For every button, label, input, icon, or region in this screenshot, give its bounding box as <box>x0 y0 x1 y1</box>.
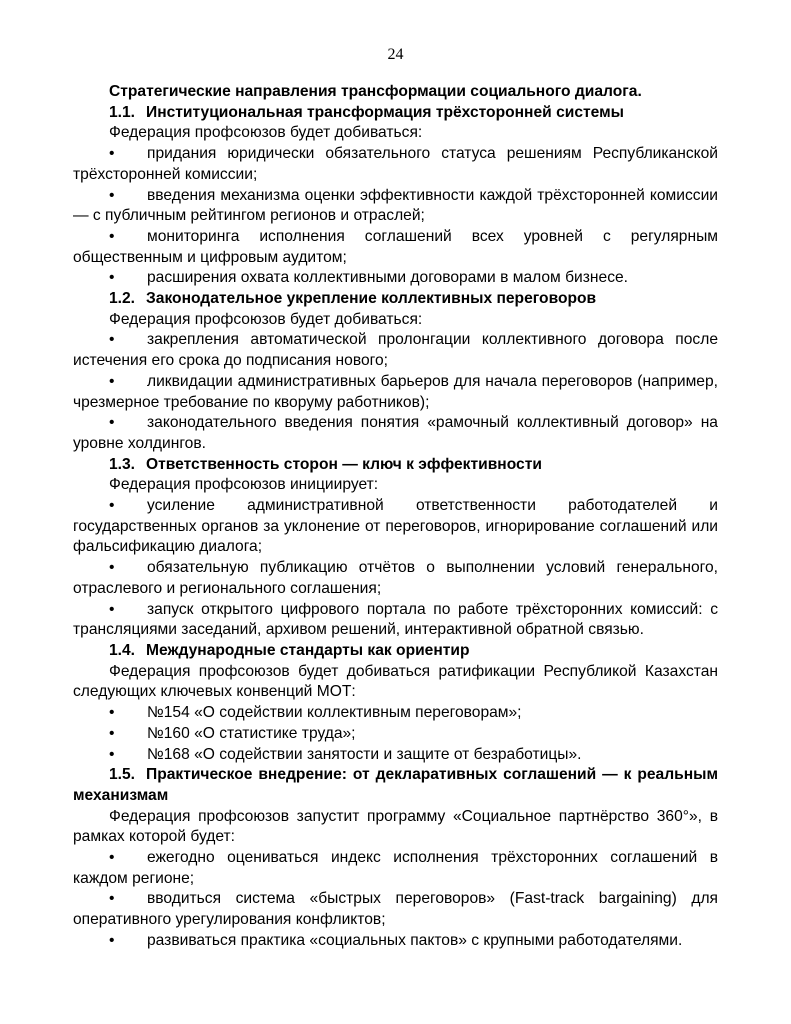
list-item <box>73 745 718 766</box>
bullet-icon: • <box>109 931 115 949</box>
bullet-icon: • <box>109 890 115 908</box>
bullet-icon: • <box>109 704 115 722</box>
list-item-text: №154 «О содействии коллективным переговорам»; <box>147 704 522 722</box>
bullet-icon: • <box>109 724 115 742</box>
section-number: 1.3. <box>109 455 136 473</box>
list-item-text: запуск открытого цифрового портала по работе трёхсторонних комиссий: с трансляциями заседаний, архивом решений, интерактивной обратной связью. <box>73 600 718 639</box>
list-item <box>73 889 718 930</box>
bullet-icon: • <box>109 269 115 287</box>
section-intro: Федерация профсоюзов будет добиваться: <box>109 310 423 328</box>
list-item <box>73 848 718 889</box>
bullet-icon: • <box>109 559 115 577</box>
section-heading-text: Законодательное укрепление коллективных переговоров <box>146 290 597 308</box>
page-number: 24 <box>387 46 404 63</box>
list-item <box>73 931 718 952</box>
list-item-text: ежегодно оцениваться индекс исполнения трёхсторонних соглашений в каждом регионе; <box>73 849 718 887</box>
list-item-text: №160 «О статистике труда»; <box>147 724 356 742</box>
section-number: 1.4. <box>109 641 136 659</box>
section-number: 1.2. <box>109 290 136 308</box>
list-item-text: придания юридически обязательного статуса решениям Республиканской трёхсторонней комиссии; <box>73 145 718 183</box>
section-intro: Федерация профсоюзов запустит программу «Социальное партнёрство 360°», в рамках которой будет: <box>73 807 718 846</box>
list-item <box>73 703 718 724</box>
bullet-icon: • <box>109 331 115 349</box>
bullet-icon: • <box>109 849 115 867</box>
section-intro: Федерация профсоюзов будет добиваться ратификации Республикой Казахстан следующих ключевых конвенций МОТ: <box>73 662 718 701</box>
section-heading-text: Практическое внедрение: от декларативных соглашений — к реальным механизмам <box>73 766 718 804</box>
bullet-icon: • <box>109 145 115 163</box>
section-heading-1-1 <box>73 103 718 124</box>
list-item-text: мониторинга исполнения соглашений всех уровней с регулярным общественным и цифровым аудитом; <box>73 227 718 266</box>
list-item-text: обязательную публикацию отчётов о выполнении условий генерального, отраслевого и регионального соглашения; <box>73 559 718 597</box>
section-heading-text: Институциональная трансформация трёхсторонней системы <box>146 103 624 121</box>
bullet-icon: • <box>109 186 115 204</box>
list-item-text: введения механизма оценки эффективности каждой трёхсторонней комиссии — с публичным рейтингом регионов и отраслей; <box>73 186 718 225</box>
section-heading-text: Международные стандарты как ориентир <box>146 641 470 659</box>
section-number: 1.5. <box>109 766 136 784</box>
bullet-icon: • <box>109 745 115 763</box>
list-item <box>73 496 718 558</box>
list-item <box>73 268 718 289</box>
list-item-text: законодательного введения понятия «рамочный коллективный договор» на уровне холдингов. <box>73 414 718 452</box>
list-item <box>73 227 718 268</box>
section-intro: Федерация профсоюзов инициирует: <box>109 476 379 494</box>
list-item <box>73 724 718 745</box>
list-item <box>73 600 718 641</box>
section-heading-1-3 <box>73 455 718 476</box>
section-heading-text: Ответственность сторон — ключ к эффективности <box>146 455 542 473</box>
list-item <box>73 558 718 599</box>
document-title: Стратегические направления трансформации социального диалога. <box>109 83 642 100</box>
bullet-icon: • <box>109 372 115 390</box>
list-item <box>73 186 718 227</box>
bullet-icon: • <box>109 227 115 245</box>
document-body <box>73 82 718 952</box>
list-item <box>73 144 718 185</box>
list-item <box>73 330 718 371</box>
section-heading-1-2 <box>73 289 718 310</box>
section-heading-1-5 <box>73 765 718 806</box>
list-item-text: №168 «О содействии занятости и защите от безработицы». <box>147 745 582 763</box>
bullet-icon: • <box>109 414 115 432</box>
list-item-text: вводиться система «быстрых переговоров» (Fast-track bargaining) для оперативного урегулирования конфликтов; <box>73 890 718 929</box>
section-heading-1-4 <box>73 641 718 662</box>
list-item-text: закрепления автоматической пролонгации коллективного договора после истечения его срока до подписания нового; <box>73 331 718 370</box>
section-intro: Федерация профсоюзов будет добиваться: <box>109 124 423 142</box>
list-item-text: усиление административной ответственности работодателей и государственных органов за уклонение от переговоров, игнорирование соглашений или фальсификацию диалога; <box>73 497 718 556</box>
section-number: 1.1. <box>109 103 136 121</box>
list-item-text: расширения охвата коллективными договорами в малом бизнесе. <box>147 269 628 287</box>
list-item-text: развиваться практика «социальных пактов» с крупными работодателями. <box>147 931 683 949</box>
bullet-icon: • <box>109 497 115 515</box>
bullet-icon: • <box>109 600 115 618</box>
list-item <box>73 372 718 413</box>
list-item-text: ликвидации административных барьеров для начала переговоров (например, чрезмерное требование по кворуму работников); <box>73 372 718 411</box>
list-item <box>73 413 718 454</box>
